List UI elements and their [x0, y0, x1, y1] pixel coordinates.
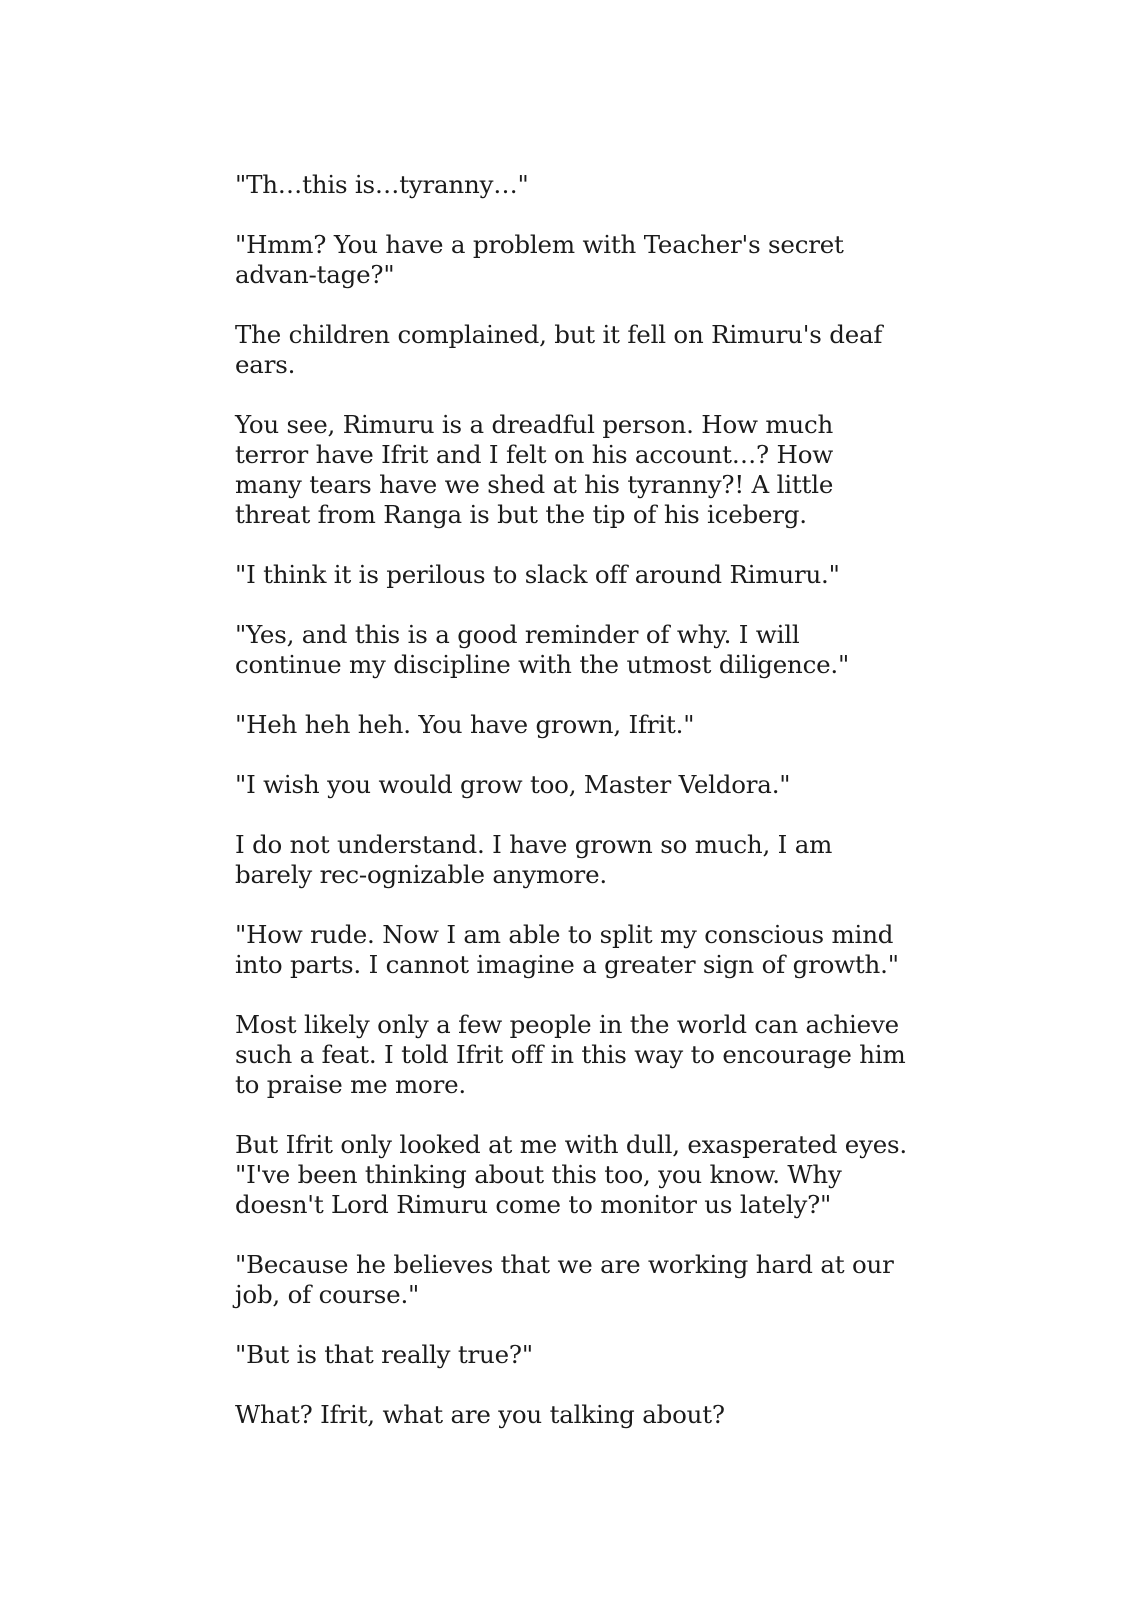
- paragraph: "Th…this is…tyranny…": [235, 170, 529, 199]
- paragraph: "I wish you would grow too, Master Veldora.": [235, 770, 791, 799]
- paragraph: "Heh heh heh. You have grown, Ifrit.": [235, 710, 695, 739]
- paragraph: Most likely only a few people in the world can achieve such a feat. I told Ifrit off in this way to encourage him to praise me more.: [235, 1010, 906, 1099]
- body-text: [235, 170, 907, 1460]
- paragraph: "Because he believes that we are working hard at our job, of course.": [235, 1250, 894, 1309]
- paragraph: I do not understand. I have grown so much, I am barely rec-ognizable anymore.: [235, 830, 833, 889]
- paragraph: "How rude. Now I am able to split my conscious mind into parts. I cannot imagine a greater sign of growth.": [235, 920, 899, 979]
- paragraph: The children complained, but it fell on Rimuru's deaf ears.: [235, 320, 883, 379]
- paragraph: "Yes, and this is a good reminder of why. I will continue my discipline with the utmost diligence.": [235, 620, 850, 679]
- paragraph: "I think it is perilous to slack off around Rimuru.": [235, 560, 840, 589]
- paragraph: What? Ifrit, what are you talking about?: [235, 1400, 725, 1429]
- paragraph: You see, Rimuru is a dreadful person. How much terror have Ifrit and I felt on his account…? How many tears have we shed at his tyranny?! A little threat from Ranga is but the tip of his iceberg.: [235, 410, 834, 529]
- paragraph: But Ifrit only looked at me with dull, exasperated eyes. "I've been thinking about this too, you know. Why doesn't Lord Rimuru come to monitor us lately?": [235, 1130, 907, 1219]
- paragraph: "Hmm? You have a problem with Teacher's secret advan-tage?": [235, 230, 844, 289]
- paragraph: "But is that really true?": [235, 1340, 533, 1369]
